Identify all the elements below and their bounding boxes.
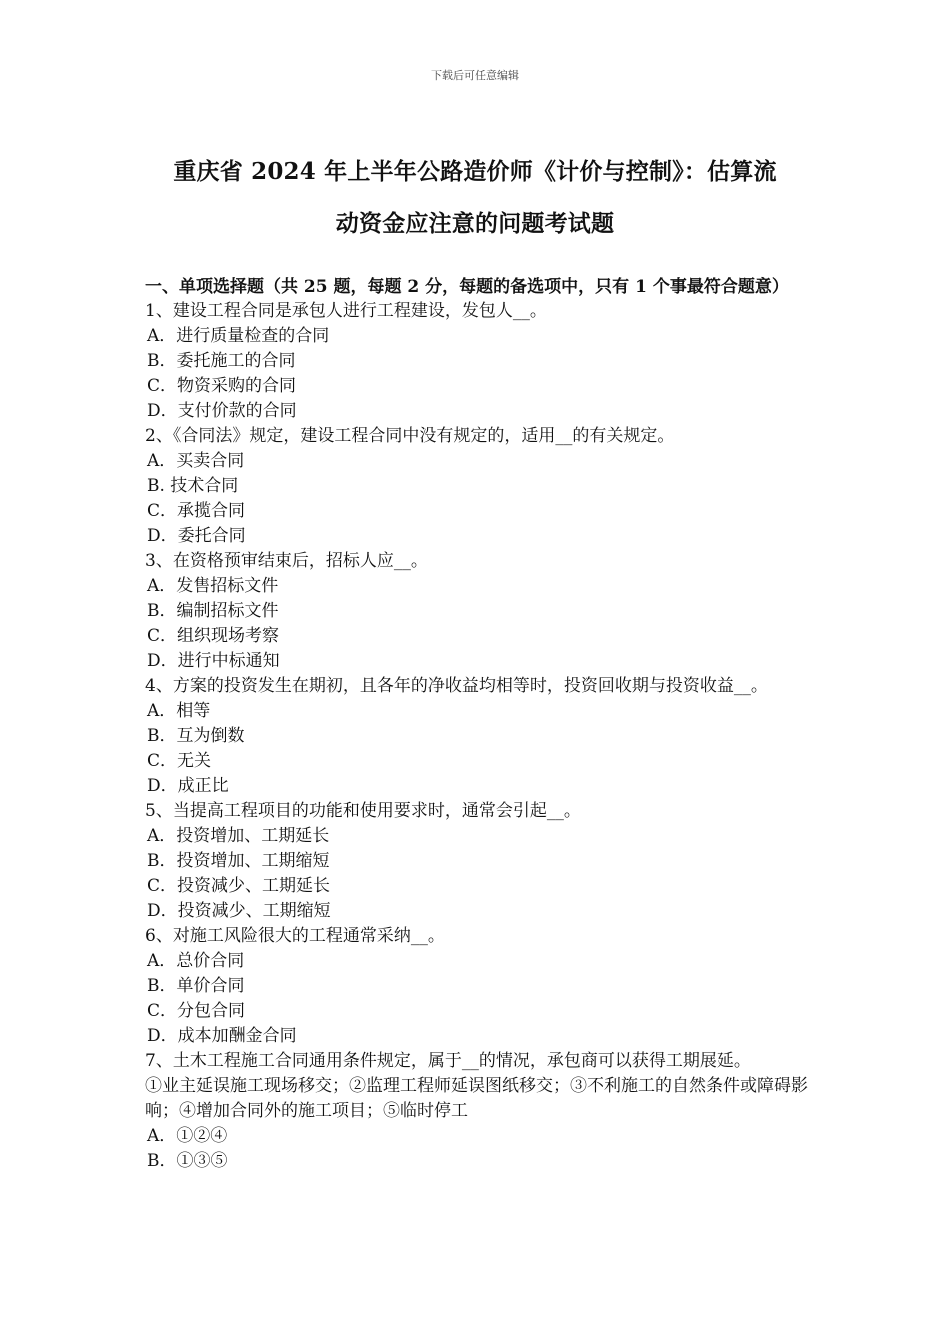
question-2-option-b: B. 技术合同 <box>147 476 239 496</box>
document-body <box>145 275 825 1174</box>
question-1-option-a: A．进行质量检查的合同 <box>147 326 330 346</box>
question-6-option-d: D．成本加酬金合同 <box>147 1026 297 1046</box>
header-note: 下载后可任意编辑 <box>431 69 519 82</box>
question-2-option-a: A．买卖合同 <box>147 451 245 471</box>
question-6-option-a: A．总价合同 <box>147 951 245 971</box>
question-7-stem: 7、土木工程施工合同通用条件规定，属于__的情况，承包商可以获得工期展延。 <box>145 1051 751 1071</box>
question-2-option-c: C．承揽合同 <box>147 501 246 521</box>
question-4-option-a: A．相等 <box>147 701 211 721</box>
question-1-option-d: D．支付价款的合同 <box>147 401 297 421</box>
question-6-option-b: B．单价合同 <box>147 976 245 996</box>
question-2-stem: 2、《合同法》规定，建设工程合同中没有规定的，适用__的有关规定。 <box>145 426 675 446</box>
question-7-option-b: B．①③⑤ <box>147 1151 228 1171</box>
question-4-stem: 4、方案的投资发生在期初，且各年的净收益均相等时，投资回收期与投资收益__。 <box>145 676 768 696</box>
question-4-option-c: C．无关 <box>147 751 212 771</box>
question-3-option-a: A．发售招标文件 <box>147 576 279 596</box>
question-3-option-d: D．进行中标通知 <box>147 651 280 671</box>
question-7-option-a: A．①②④ <box>147 1126 228 1146</box>
question-1-option-b: B．委托施工的合同 <box>147 351 296 371</box>
question-5-option-c: C．投资减少、工期延长 <box>147 876 331 896</box>
question-5-option-d: D．投资减少、工期缩短 <box>147 901 331 921</box>
question-1-stem: 1、建设工程合同是承包人进行工程建设，发包人__。 <box>145 301 547 321</box>
question-3-option-b: B．编制招标文件 <box>147 601 279 621</box>
question-4-option-d: D．成正比 <box>147 776 229 796</box>
question-3-option-c: C．组织现场考察 <box>147 626 280 646</box>
section-heading: 一、单项选择题（共 25 题，每题 2 分，每题的备选项中，只有 1 个事最符合题意） <box>145 277 789 297</box>
question-5-stem: 5、当提高工程项目的功能和使用要求时，通常会引起__。 <box>145 801 581 821</box>
question-7-conditions: ①业主延误施工现场移交；②监理工程师延误图纸移交；③不利施工的自然条件或障碍影响；④增加合同外的施工项目；⑤临时停工 <box>145 1076 808 1121</box>
question-2-option-d: D．委托合同 <box>147 526 246 546</box>
question-1-option-c: C．物资采购的合同 <box>147 376 297 396</box>
document-title-line-2: 动资金应注意的问题考试题 <box>335 210 615 237</box>
question-5-option-b: B．投资增加、工期缩短 <box>147 851 330 871</box>
question-5-option-a: A．投资增加、工期延长 <box>147 826 330 846</box>
question-3-stem: 3、在资格预审结束后，招标人应__。 <box>145 551 428 571</box>
question-4-option-b: B．互为倒数 <box>147 726 245 746</box>
question-6-option-c: C．分包合同 <box>147 1001 246 1021</box>
question-6-stem: 6、对施工风险很大的工程通常采纳__。 <box>145 926 445 946</box>
document-title-line-1: 重庆省 2024 年上半年公路造价师《计价与控制》：估算流 <box>173 158 777 185</box>
